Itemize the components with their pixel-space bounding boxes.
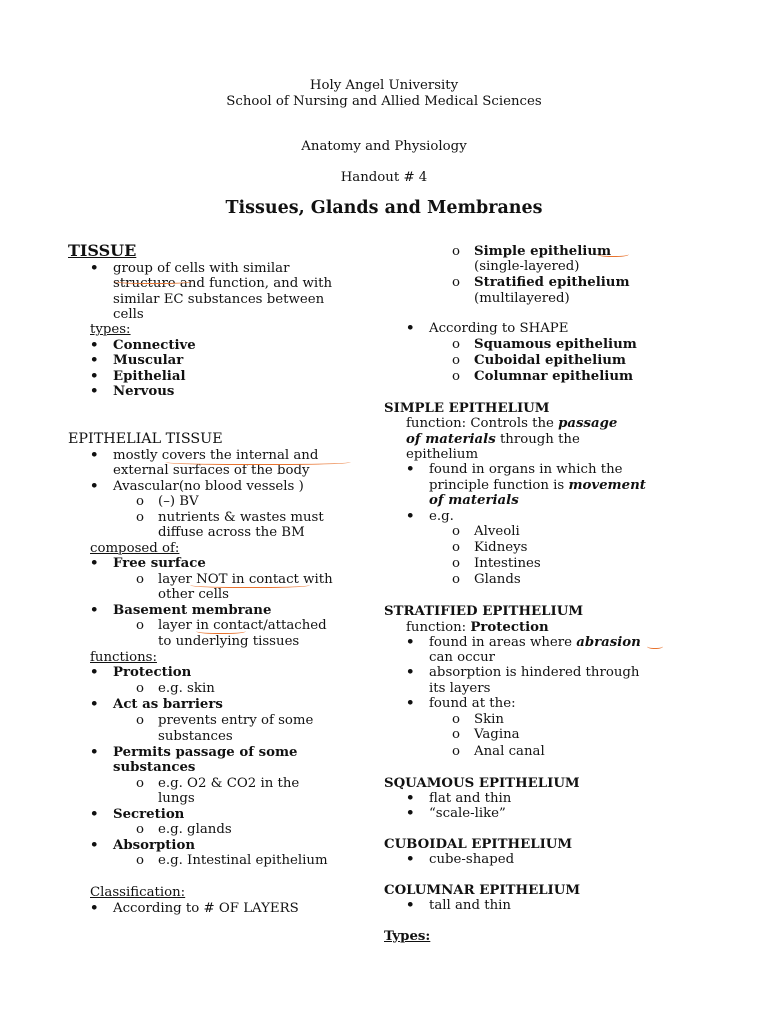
- highlight-mark: [597, 250, 629, 257]
- types-heading: Types:: [384, 929, 431, 944]
- tissue-type: • Epithelial: [113, 369, 186, 385]
- stratified-site: o Skin: [474, 712, 504, 728]
- highlight-mark: [113, 277, 193, 284]
- simple-function: function: Controls the passage: [406, 416, 618, 431]
- function-item: • Absorption: [113, 838, 195, 854]
- epithelial-heading: EPITHELIAL TISSUE: [68, 431, 223, 447]
- stratified-point: its layers: [429, 681, 491, 696]
- tissue-def-line: structure and function, and with: [113, 276, 333, 291]
- simple-found: of materials: [429, 493, 519, 508]
- university-name: Holy Angel University: [309, 78, 459, 93]
- function-example: substances: [158, 729, 233, 744]
- tissue-def-line: cells: [113, 307, 144, 322]
- composed-label: composed of:: [90, 541, 180, 556]
- tissue-type: • Connective: [113, 338, 196, 354]
- simple-example: o Intestines: [474, 556, 541, 572]
- highlight-mark: [196, 627, 246, 634]
- free-surface-desc: o layer NOT in contact with: [158, 572, 333, 588]
- highlight-mark: [647, 642, 663, 649]
- function-item: • Secretion: [113, 807, 184, 823]
- columnar-heading: COLUMNAR EPITHELIUM: [384, 883, 581, 898]
- stratified-point: • found at the:: [429, 696, 516, 712]
- tissue-heading: TISSUE: [68, 241, 137, 260]
- epi-subpoint: diffuse across the BM: [158, 525, 305, 540]
- layer-type: o Simple epithelium: [474, 244, 611, 260]
- epi-subpoint: o (–) BV: [158, 494, 199, 510]
- functions-label: functions:: [90, 650, 157, 665]
- function-item: • Act as barriers: [113, 697, 223, 713]
- stratified-point: can occur: [429, 650, 495, 665]
- tissue-def-line: similar EC substances between: [113, 292, 325, 307]
- cuboidal-item: • cube-shaped: [429, 852, 514, 868]
- tissue-type: • Muscular: [113, 353, 183, 369]
- tissue-def-line: • group of cells with similar: [113, 261, 289, 277]
- simple-epithelium-heading: SIMPLE EPITHELIUM: [384, 401, 550, 416]
- simple-function: of materials through the: [406, 432, 580, 447]
- school-name: School of Nursing and Allied Medical Sciences: [226, 94, 542, 109]
- cuboidal-heading: CUBOIDAL EPITHELIUM: [384, 837, 573, 852]
- function-item: substances: [113, 760, 196, 775]
- course-name: Anatomy and Physiology: [301, 139, 467, 154]
- shape-type: o Columnar epithelium: [474, 369, 633, 385]
- stratified-site: o Vagina: [474, 727, 520, 743]
- function-example: lungs: [158, 791, 195, 806]
- columnar-item: • tall and thin: [429, 898, 511, 914]
- classification-item: • According to # OF LAYERS: [113, 901, 299, 917]
- simple-eg: • e.g.: [429, 509, 454, 525]
- simple-found: • found in organs in which the: [429, 462, 623, 478]
- highlight-mark: [190, 581, 310, 588]
- simple-found: principle function is movement: [429, 478, 646, 493]
- function-item: • Protection: [113, 665, 191, 681]
- simple-example: o Glands: [474, 572, 521, 588]
- stratified-point: • found in areas where abrasion: [429, 635, 641, 651]
- stratified-point: • absorption is hindered through: [429, 665, 639, 681]
- handout-number: Handout # 4: [340, 170, 428, 185]
- epi-point: • Avascular(no blood vessels ): [113, 479, 304, 495]
- stratified-site: o Anal canal: [474, 744, 545, 760]
- layer-note: (multilayered): [474, 291, 570, 306]
- stratified-function: function: Protection: [406, 620, 549, 635]
- simple-example: o Alveoli: [474, 524, 520, 540]
- page-title: Tissues, Glands and Membranes: [225, 198, 543, 218]
- function-example: o e.g. Intestinal epithelium: [158, 853, 328, 869]
- shape-classification: • According to SHAPE: [429, 321, 568, 337]
- squamous-item: • “scale-like”: [429, 806, 506, 822]
- simple-example: o Kidneys: [474, 540, 527, 556]
- squamous-item: • flat and thin: [429, 791, 511, 807]
- shape-type: o Squamous epithelium: [474, 337, 637, 353]
- free-surface: • Free surface: [113, 556, 206, 572]
- function-example: o e.g. glands: [158, 822, 232, 838]
- squamous-heading: SQUAMOUS EPITHELIUM: [384, 776, 580, 791]
- classification-label: Classification:: [90, 885, 186, 900]
- basement-desc: o layer in contact/attached: [158, 618, 327, 634]
- epi-point: external surfaces of the body: [113, 463, 310, 478]
- function-example: o prevents entry of some: [158, 713, 313, 729]
- simple-function: epithelium: [406, 447, 479, 462]
- epi-subpoint: o nutrients & wastes must: [158, 510, 324, 526]
- tissue-type: • Nervous: [113, 384, 174, 400]
- basement-membrane: • Basement membrane: [113, 603, 271, 619]
- types-label: types:: [90, 322, 131, 337]
- epi-point: • mostly covers the internal and: [113, 448, 318, 464]
- stratified-epithelium-heading: STRATIFIED EPITHELIUM: [384, 604, 584, 619]
- highlight-mark: [165, 458, 351, 465]
- function-example: o e.g. skin: [158, 681, 215, 697]
- layer-type: o Stratified epithelium: [474, 275, 630, 291]
- function-example: o e.g. O2 & CO2 in the: [158, 776, 299, 792]
- layer-note: (single-layered): [474, 259, 580, 274]
- basement-desc: to underlying tissues: [158, 634, 300, 649]
- shape-type: o Cuboidal epithelium: [474, 353, 626, 369]
- function-item: • Permits passage of some: [113, 745, 297, 761]
- free-surface-desc: other cells: [158, 587, 230, 602]
